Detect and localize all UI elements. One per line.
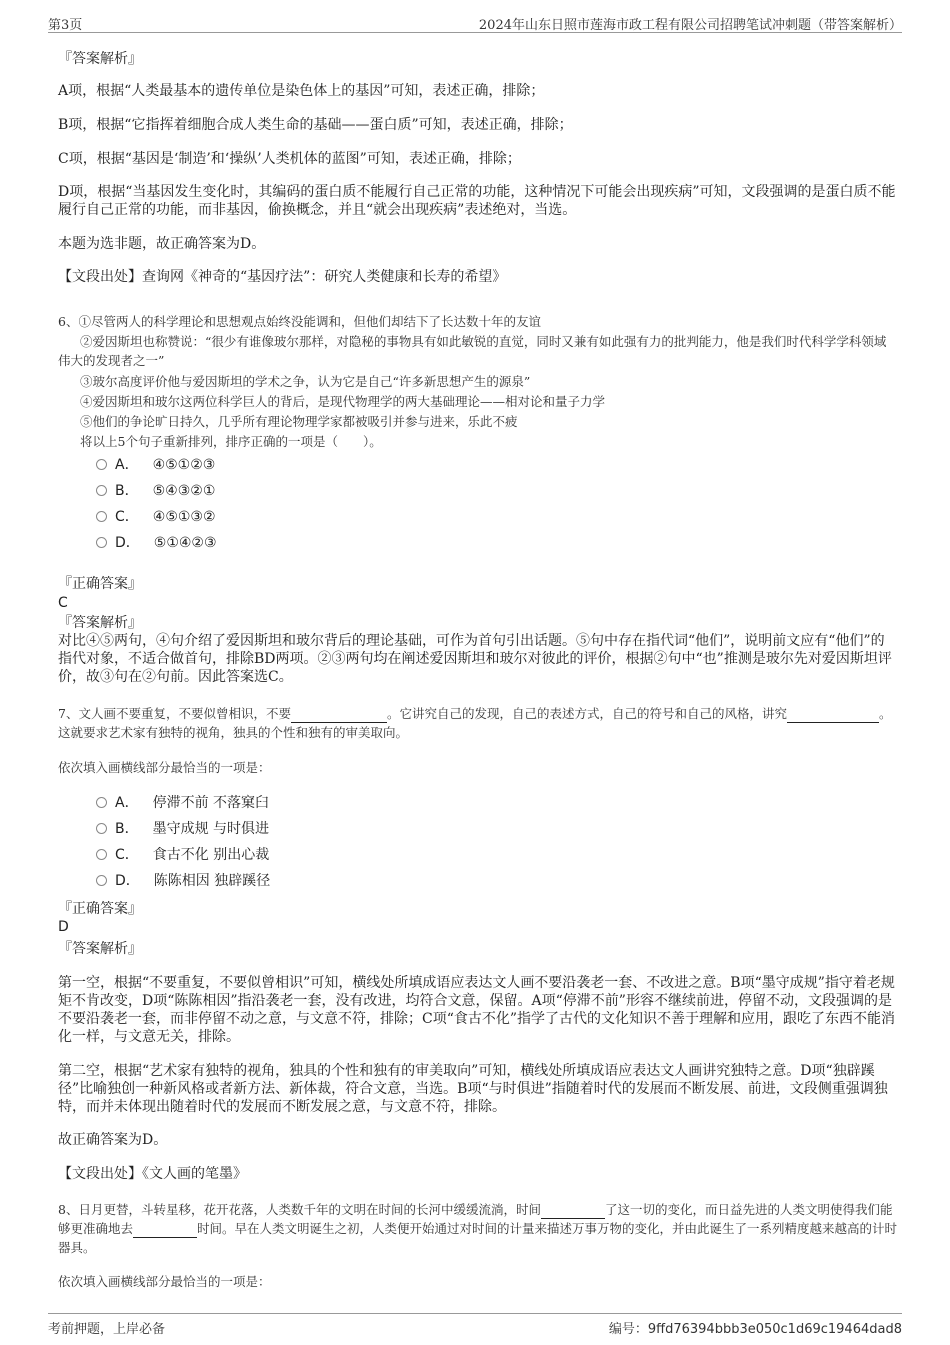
option-letter: A． [115,457,139,473]
q6-stem-line-1: 6、①尽管两人的科学理论和思想观点始终没能调和，但他们却结下了长达数十年的友谊 [58,314,541,329]
footer-slogan: 考前押题，上岸必备 [48,1322,166,1337]
option-text: 墨守成规 与时俱进 [152,821,270,837]
code-label: 编号： [608,1322,648,1337]
q7-stem [58,704,898,742]
q6-answer-label: 『正确答案』 [58,576,142,592]
q7-stem-part-1: 7、文人画不要重复，不要似曾相识，不要 [58,706,291,721]
q7-blank-1 [291,722,387,723]
option-letter: B． [115,483,139,499]
q6-answer: C [58,595,68,611]
q6-analysis: 对比④⑤两句，④句介绍了爱因斯坦和玻尔背后的理论基础，可作为首句引出话题。⑤句中存在指代词“他们”，说明前文应有“他们”的指代对象，不适合做首句，排除BD两项。②③两句均在阐述爱因斯坦和玻尔对彼此的评价，根据②句中“也”推测是玻尔先对爱因斯坦评价，故③句在②句前。因此答案选C。 [58,633,892,685]
page-header [48,12,902,33]
q6-option-c[interactable] [96,508,216,526]
option-text: ⑤①④②③ [153,535,217,551]
q7-prompt: 依次填入画横线部分最恰当的一项是： [58,760,271,775]
q6-option-a[interactable] [96,456,215,474]
document-title: 2024年山东日照市莲海市政工程有限公司招聘笔试冲刺题（带答案解析） [478,18,902,33]
q6-option-d[interactable] [96,534,217,552]
q7-answer-label: 『正确答案』 [58,901,142,917]
q8-stem-part-2: 了这一切的变化，而日益先进的人类文明使得我们能够更准确地去 [58,1202,893,1236]
option-letter: C． [115,847,139,863]
q7-analysis-p2: 第二空，根据“艺术家有独特的视角，独具的个性和独有的审美取向”可知，横线处所填成语应表达文人画讲究独特之意。D项“独辟蹊径”比喻独创一种新风格或者新方法、新体裁，符合文意，当选。B项“与时俱进”指随着时代的发展而不断发展、前进，文段侧重强调独特，而并未体现出随着时代的发展而不断发展之意，与文意不符，排除。 [58,1063,888,1115]
option-text: ④⑤①②③ [152,457,216,473]
q6-stem-line-5: ⑤他们的争论旷日持久，几乎所有理论物理学家都被吸引并参与进来，乐此不疲 [80,414,518,429]
radio-icon[interactable] [96,511,107,522]
radio-icon[interactable] [96,537,107,548]
q7-stem-part-3: 。这就要求艺术家有独特的视角，独具的个性和独有的审美取向。 [58,706,892,740]
q5-analysis-label: 『答案解析』 [58,51,142,67]
q8-blank-2 [133,1237,197,1238]
q6-stem-line-2: ②爱因斯坦也称赞说：“很少有谁像玻尔那样，对隐秘的事物具有如此敏锐的直觉，同时又兼有如此强有力的批判能力，他是我们时代科学学科领域伟大的发现者之一” [58,334,887,368]
q5-analysis-line-d: D项，根据“当基因发生变化时，其编码的蛋白质不能履行自己正常的功能，这种情况下可能会出现疾病”可知，文段强调的是蛋白质不能履行自己正常的功能，而非基因，偷换概念，并且“就会出现疾病”表述绝对，当选。 [58,184,896,218]
radio-icon[interactable] [96,459,107,470]
q7-option-c[interactable] [96,846,269,864]
q7-option-d[interactable] [96,872,270,890]
q7-option-a[interactable] [96,794,269,812]
option-letter: D． [115,535,140,551]
option-text: 陈陈相因 独辟蹊径 [153,873,271,889]
q5-conclusion: 本题为选非题，故正确答案为D。 [58,236,266,252]
q7-answer: D [58,919,69,935]
q5-source: 【文段出处】查询网《神奇的“基因疗法”：研究人类健康和长寿的希望》 [58,269,507,285]
radio-icon[interactable] [96,485,107,496]
page-footer [48,1313,902,1337]
page-number: 第3页 [48,18,83,33]
q7-source: 【文段出处】《文人画的笔墨》 [58,1166,247,1182]
option-text: ④⑤①③② [152,509,216,525]
option-text: ⑤④③②① [152,483,216,499]
q6-analysis-label: 『答案解析』 [58,615,142,631]
q7-analysis-p1: 第一空，根据“不要重复，不要似曾相识”可知，横线处所填成语应表达文人画不要沿袭老一套、不改进之意。B项“墨守成规”指守着老规矩不肯改变，D项“陈陈相因”指沿袭老一套，没有改进，均符合文意，保留。A项“停滞不前”形容不继续前进，停留不动，文段强调的是不要沿袭老一套，而非停留不动之意，与文意不符，排除；C项“食古不化”指学了古代的文化知识不善于理解和应用，跟吃了东西不能消化一样，与文意无关，排除。 [58,975,896,1045]
q6-stem-line-3: ③玻尔高度评价他与爱因斯坦的学术之争，认为它是自己“许多新思想产生的源泉” [80,374,531,389]
option-letter: B． [115,821,139,837]
code-value: 9ffd76394bbb3e050c1d69c19464dad8 [647,1322,902,1337]
radio-icon[interactable] [96,875,107,886]
q8-blank-1 [541,1218,605,1219]
q7-option-b[interactable] [96,820,269,838]
option-letter: A． [115,795,139,811]
document-code [609,1318,902,1337]
radio-icon[interactable] [96,849,107,860]
radio-icon[interactable] [96,823,107,834]
q8-prompt: 依次填入画横线部分最恰当的一项是： [58,1274,271,1289]
q5-analysis-line-a: A项，根据“人类最基本的遗传单位是染色体上的基因”可知，表述正确，排除； [58,83,545,99]
q7-blank-2 [787,722,879,723]
q6-stem-line-4: ④爱因斯坦和玻尔这两位科学巨人的背后，是现代物理学的两大基础理论——相对论和量子力学 [80,394,606,409]
q8-stem-part-3: 时间。早在人类文明诞生之初，人类便开始通过对时间的计量来描述万事万物的变化，并由此诞生了一系列精度越来越高的计时器具。 [58,1221,898,1255]
q8-stem-part-1: 8、日月更替，斗转星移，花开花落，人类数千年的文明在时间的长河中缓缓流淌，时间 [58,1202,541,1217]
q6-option-b[interactable] [96,482,215,500]
radio-icon[interactable] [96,797,107,808]
q5-analysis-line-c: C项，根据“基因是‘制造’和‘操纵’人类机体的蓝图”可知，表述正确，排除； [58,151,521,167]
q7-stem-part-2: 。它讲究自己的发现，自己的表述方式，自己的符号和自己的风格，讲究 [386,706,787,721]
option-text: 停滞不前 不落窠臼 [152,795,270,811]
q7-conclusion: 故正确答案为D。 [58,1132,168,1148]
q6-stem-prompt: 将以上5个句子重新排列，排序正确的一项是（ ）。 [80,434,382,449]
q5-analysis-line-b: B项，根据“它指挥着细胞合成人类生命的基础——蛋白质”可知，表述正确，排除； [58,117,573,133]
option-text: 食古不化 别出心裁 [152,847,270,863]
q7-analysis-label: 『答案解析』 [58,941,142,957]
option-letter: D． [115,873,140,889]
q8-stem [58,1200,898,1257]
option-letter: C． [115,509,139,525]
